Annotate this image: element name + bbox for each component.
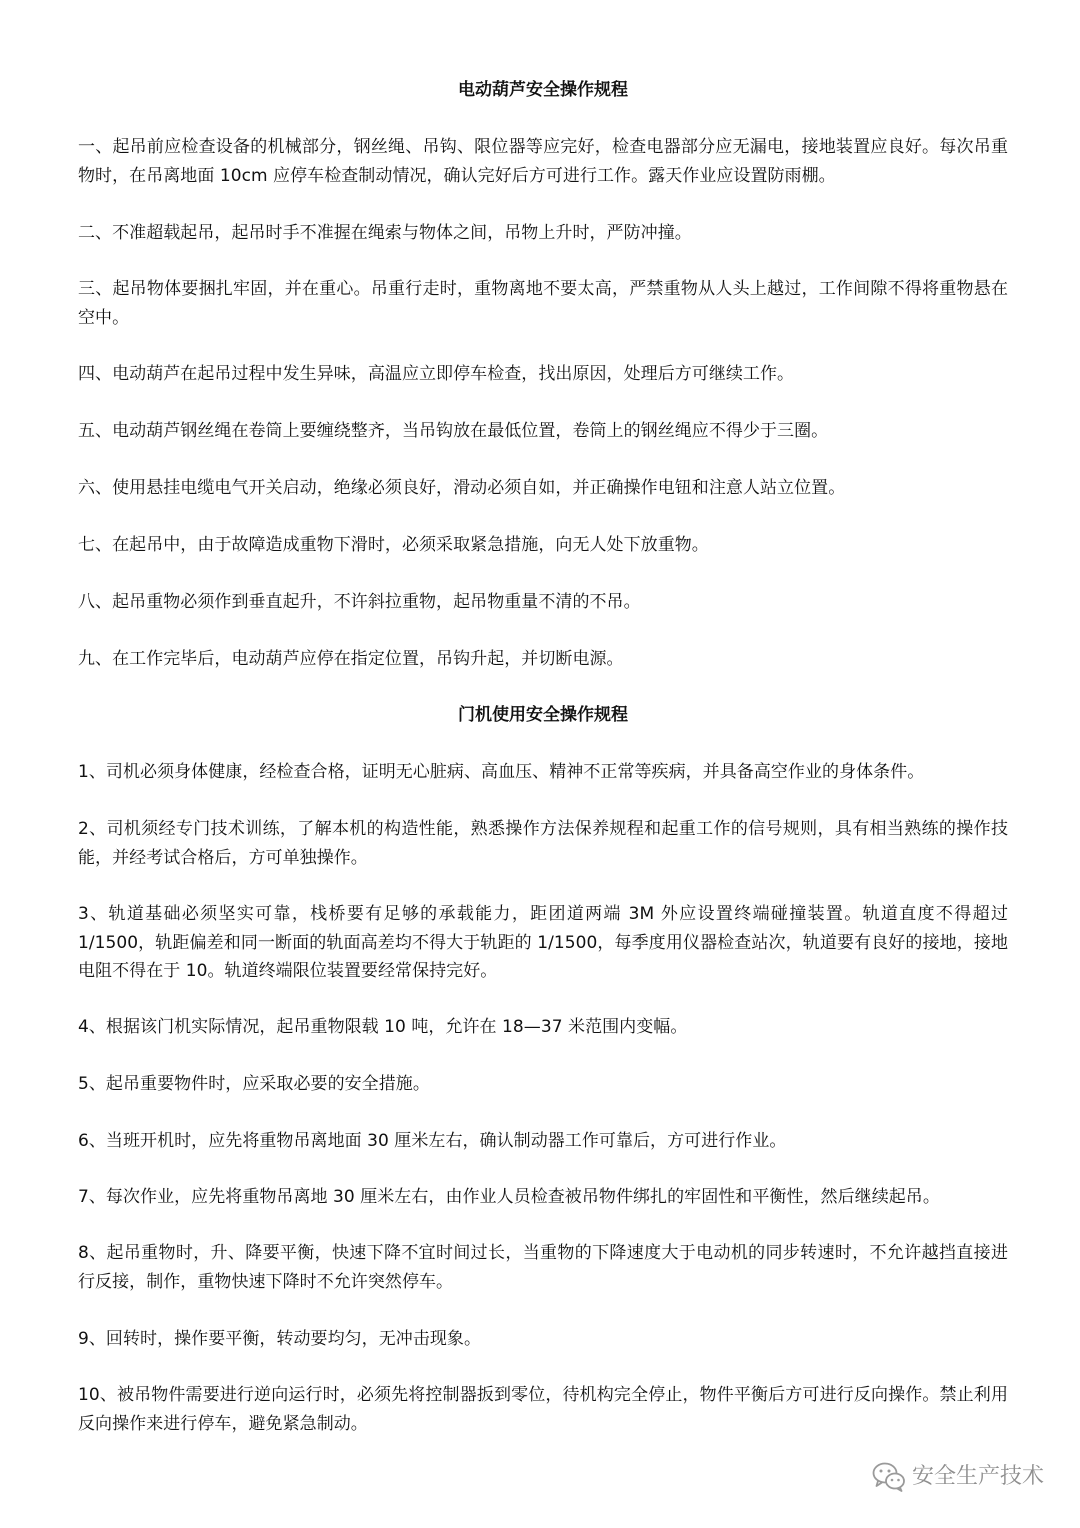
section2-item-5: 5、起吊重要物件时，应采取必要的安全措施。: [78, 1074, 430, 1094]
section2-item-9: 9、回转时，操作要平衡，转动要均匀，无冲击现象。: [78, 1329, 482, 1349]
section1-item-2: 二、不准超载起吊，起吊时手不准握在绳索与物体之间，吊物上升时，严防冲撞。: [78, 223, 692, 243]
section1-item-3: 三、起吊物体要捆扎牢固，并在重心。吊重行走时，重物离地不要太高，严禁重物从人头上越过，工作间隙不得将重物悬在空中。: [78, 279, 1008, 328]
section1-item-1: 一、起吊前应检查设备的机械部分，钢丝绳、吊钩、限位器等应完好，检查电器部分应无漏电，接地装置应良好。每次吊重物时，在吊离地面 10cm 应停车检查制动情况，确认完好后方可进行工作。露天作业应设置防雨棚。: [78, 137, 1008, 186]
section2-title: 门机使用安全操作规程: [458, 705, 628, 725]
wechat-icon: [872, 1462, 906, 1492]
watermark-text: 安全生产技术: [911, 1464, 1044, 1489]
section2-item-6: 6、当班开机时，应先将重物吊离地面 30 厘米左右，确认制动器工作可靠后，方可进行作业。: [78, 1131, 787, 1151]
section1-title: 电动葫芦安全操作规程: [458, 80, 628, 100]
section1-item-9: 九、在工作完毕后，电动葫芦应停在指定位置，吊钩升起，并切断电源。: [78, 649, 624, 669]
section1-item-5: 五、电动葫芦钢丝绳在卷筒上要缠绕整齐，当吊钩放在最低位置，卷筒上的钢丝绳应不得少于三圈。: [78, 421, 829, 441]
section1-item-6: 六、使用悬挂电缆电气开关启动，绝缘必须良好，滑动必须自如，并正确操作电钮和注意人站立位置。: [78, 478, 846, 498]
section2-item-3: 3、轨道基础必须坚实可靠，栈桥要有足够的承载能力，距团道两端 3M 外应设置终端碰撞装置。轨道直度不得超过 1/1500，轨距偏差和同一断面的轨面高差均不得大于轨距的 1/1500，每季度用仪器检查站次，轨道要有良好的接地，接地电阻不得在于 10。轨道终端限位装置要经常保持完好。: [78, 904, 1008, 981]
section2-item-4: 4、根据该门机实际情况，起吊重物限载 10 吨，允许在 18—37 米范围内变幅。: [78, 1017, 688, 1037]
section2-item-1: 1、司机必须身体健康，经检查合格，证明无心脏病、高血压、精神不正常等疾病，并具备高空作业的身体条件。: [78, 762, 925, 782]
section2-item-2: 2、司机须经专门技术训练，了解本机的构造性能，熟悉操作方法保养规程和起重工作的信号规则，具有相当熟练的操作技能，并经考试合格后，方可单独操作。: [78, 819, 1008, 868]
section1-item-4: 四、电动葫芦在起吊过程中发生异味，高温应立即停车检查，找出原因，处理后方可继续工作。: [78, 364, 795, 384]
section1-item-7: 七、在起吊中，由于故障造成重物下滑时，必须采取紧急措施，向无人处下放重物。: [78, 535, 709, 555]
section2-item-8: 8、起吊重物时，升、降要平衡，快速下降不宜时间过长，当重物的下降速度大于电动机的同步转速时，不允许越挡直接进行反接，制作，重物快速下降时不允许突然停车。: [78, 1243, 1008, 1292]
section2-item-7: 7、每次作业，应先将重物吊离地 30 厘米左右，由作业人员检查被吊物件绑扎的牢固性和平衡性，然后继续起吊。: [78, 1187, 940, 1207]
section2-item-10: 10、被吊物件需要进行逆向运行时，必须先将控制器扳到零位，待机构完全停止，物件平衡后方可进行反向操作。禁止利用反向操作来进行停车，避免紧急制动。: [78, 1385, 1008, 1434]
watermark: [872, 1462, 1044, 1492]
section1-item-8: 八、起吊重物必须作到垂直起升，不许斜拉重物，起吊物重量不清的不吊。: [78, 592, 641, 612]
